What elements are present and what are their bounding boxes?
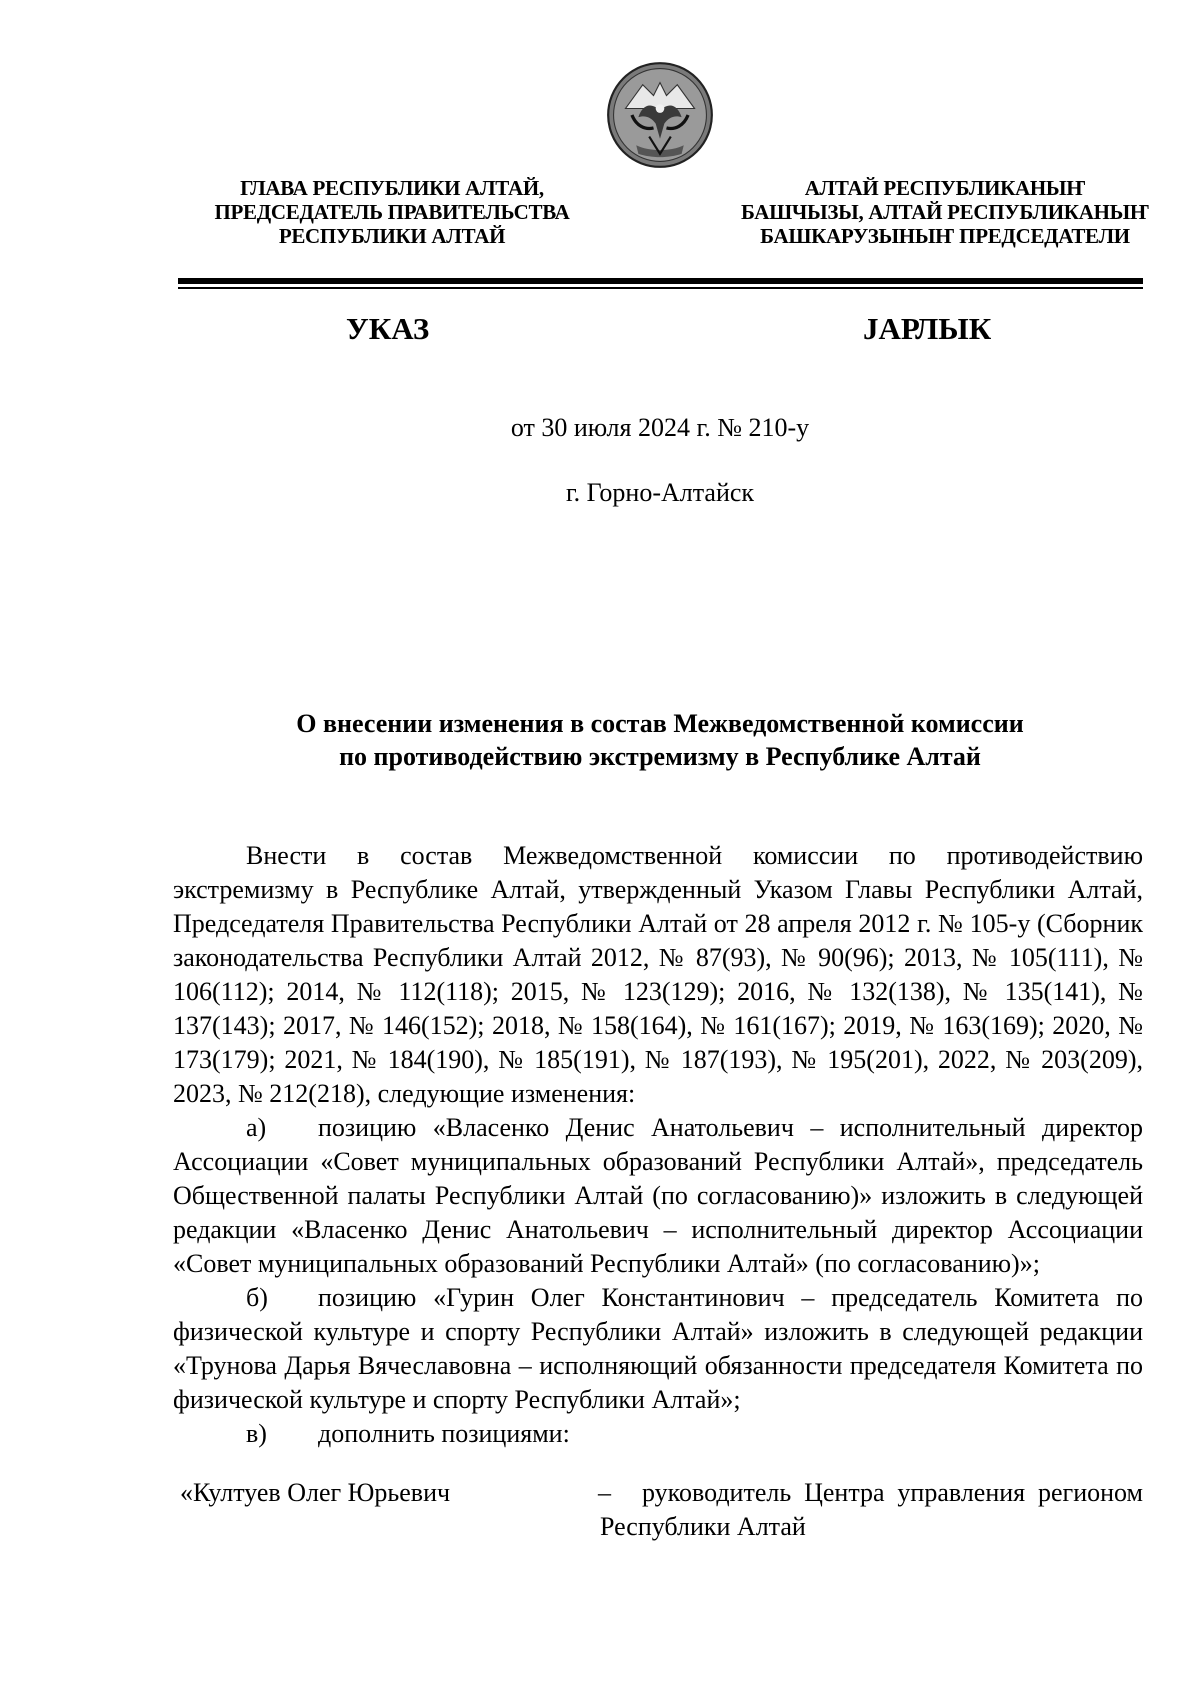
issuer-header-line: БАШКАРУЗЫНЫҤ ПРЕДСЕДАТЕЛИ bbox=[760, 224, 1130, 248]
amendment-text: позицию «Власенко Денис Анатольевич – исполнительный директор Ассоциации «Совет муниципальных образований Республики Алтай», председатель Общественной палаты Республики Алтай (по согласованию)» изложить в следующей редакции «Власенко Денис Анатольевич – исполнительный директор Ассоциации «Совет муниципальных образований Республики Алтай» (по согласованию)»; bbox=[173, 1113, 1143, 1278]
doc-type-russian: УКАЗ bbox=[346, 311, 430, 346]
document-date-number: от 30 июля 2024 г. № 210-у bbox=[510, 413, 810, 442]
issuer-header-line: БАШЧЫЗЫ, АЛТАЙ РЕСПУБЛИКАНЫҤ bbox=[741, 200, 1149, 224]
document-title-line: О внесении изменения в состав Межведомственной комиссии bbox=[296, 709, 1024, 738]
member-name: «Култуев Олег Юрьевич bbox=[180, 1478, 451, 1507]
member-position bbox=[600, 1476, 1143, 1544]
document-place: г. Горно-Алтайск bbox=[565, 478, 755, 507]
issuer-header-line: РЕСПУБЛИКИ АЛТАЙ bbox=[278, 224, 506, 248]
amendment-text: дополнить позициями: bbox=[318, 1419, 570, 1448]
header-divider-thick bbox=[178, 278, 1143, 284]
doc-type-altai: ЈАРЛЫК bbox=[863, 311, 992, 346]
amendment-marker: б) bbox=[246, 1283, 268, 1312]
document-title-line: по противодействию экстремизму в Республике Алтай bbox=[339, 742, 981, 771]
amendment-marker: а) bbox=[246, 1113, 267, 1142]
document-title bbox=[0, 707, 1200, 773]
issuer-header-altai bbox=[710, 176, 1180, 248]
issuer-header-line: ГЛАВА РЕСПУБЛИКИ АЛТАЙ, bbox=[240, 176, 544, 200]
member-position-text: руководитель Центра управления регионом Республики Алтай bbox=[600, 1478, 1143, 1541]
member-dash: – bbox=[598, 1478, 611, 1507]
amendment-item bbox=[173, 1417, 1143, 1451]
header-divider-thin bbox=[178, 287, 1143, 289]
issuer-header-line: АЛТАЙ РЕСПУБЛИКАНЫҤ bbox=[804, 176, 1086, 200]
amendment-item bbox=[173, 1111, 1143, 1281]
amendment-text: позицию «Гурин Олег Константинович – председатель Комитета по физической культуре и спорту Республики Алтай» изложить в следующей редакции «Трунова Дарья Вячеславовна – исполняющий обязанности председателя Комитета по физической культуре и спорту Республики Алтай»; bbox=[173, 1283, 1143, 1414]
amendment-marker: в) bbox=[246, 1419, 267, 1448]
issuer-header-russian bbox=[157, 176, 627, 248]
coat-of-arms-icon bbox=[606, 61, 714, 169]
amendment-item bbox=[173, 1281, 1143, 1417]
issuer-header-line: ПРЕДСЕДАТЕЛЬ ПРАВИТЕЛЬСТВА bbox=[214, 200, 570, 224]
document-body bbox=[173, 839, 1143, 1451]
body-intro-paragraph: Внести в состав Межведомственной комиссии по противодействию экстремизму в Республике Алтай, утвержденный Указом Главы Республики Алтай, Председателя Правительства Республики Алтай от 28 апреля 2012 г. № 105-у (Сборник законодательства Республики Алтай 2012, № 87(93), № 90(96); 2013, № 105(111), № 106(112); 2014, № 112(118); 2015, № 123(129); 2016, № 132(138), № 135(141), № 137(143); 2017, № 146(152); 2018, № 158(164), № 161(167); 2019, № 163(169); 2020, № 173(179); 2021, № 184(190), № 185(191), № 187(193), № 195(201), 2022, № 203(209), 2023, № 212(218), следующие изменения: bbox=[173, 841, 1143, 1108]
